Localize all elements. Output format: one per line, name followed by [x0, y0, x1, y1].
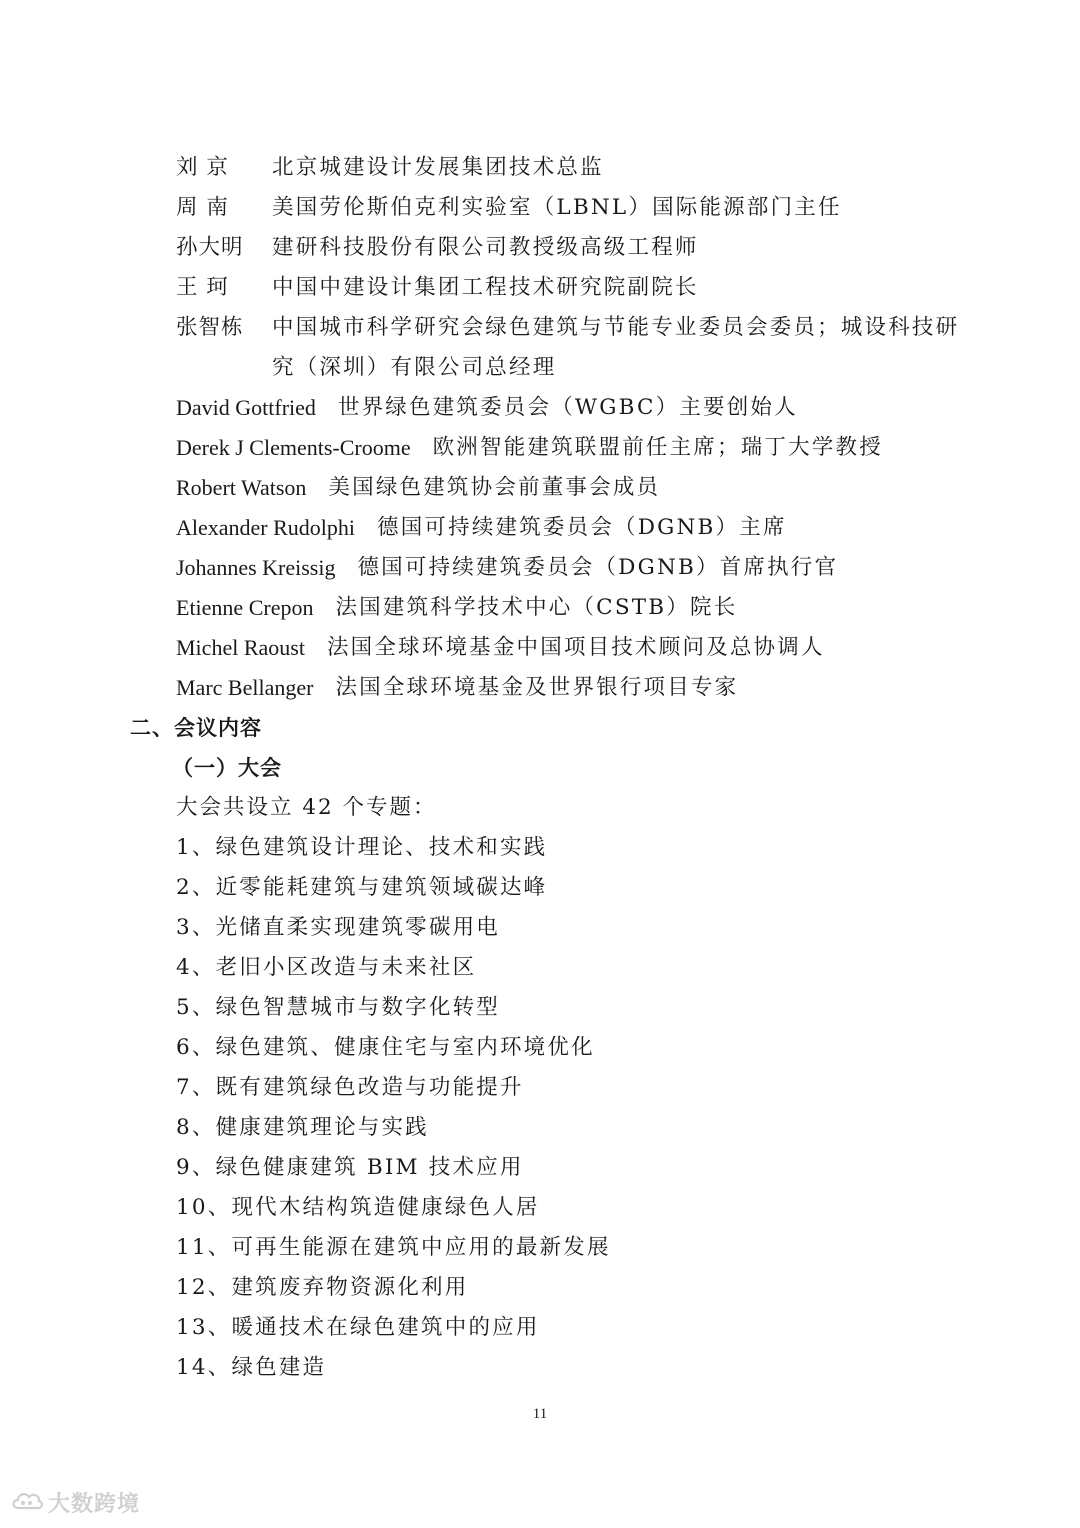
person-row: [176, 588, 966, 628]
cloud-logo-icon: [10, 1488, 44, 1518]
topic-item: 3、光储直柔实现建筑零碳用电: [176, 915, 500, 940]
person-row: [176, 188, 966, 228]
topic-item: 10、现代木结构筑造健康绿色人居: [176, 1195, 540, 1220]
topic-item: 1、绿色建筑设计理论、技术和实践: [176, 835, 548, 860]
person-row: [176, 228, 966, 268]
person-name: 孙大明: [176, 235, 244, 260]
person-name: Johannes Kreissig: [176, 555, 336, 580]
person-row: [176, 428, 966, 468]
topic-item: 7、既有建筑绿色改造与功能提升: [176, 1075, 524, 1100]
person-row: [176, 308, 966, 388]
person-name: Alexander Rudolphi: [176, 515, 356, 540]
topic-item: 14、绿色建造: [176, 1355, 327, 1380]
section-heading: 二、会议内容: [130, 716, 262, 740]
watermark-text: 大数跨境: [48, 1492, 141, 1517]
person-name: Michel Raoust: [176, 635, 305, 660]
person-row: [176, 508, 966, 548]
person-role: 建研科技股份有限公司教授级高级工程师: [272, 235, 699, 260]
person-name: Etienne Crepon: [176, 595, 314, 620]
topic-item: 2、近零能耗建筑与建筑领域碳达峰: [176, 875, 548, 900]
topic-item: 12、建筑废弃物资源化利用: [176, 1275, 469, 1300]
person-row: [176, 268, 966, 308]
topic-item: 13、暖通技术在绿色建筑中的应用: [176, 1315, 540, 1340]
person-role: 德国可持续建筑委员会（DGNB）首席执行官: [357, 555, 839, 580]
person-role: 欧洲智能建筑联盟前任主席；瑞丁大学教授: [432, 435, 883, 460]
person-name: 刘 京: [176, 155, 229, 180]
person-name: 王 珂: [176, 275, 229, 300]
person-row: [176, 548, 966, 588]
topic-item: 9、绿色健康建筑 BIM 技术应用: [176, 1155, 524, 1180]
topics-intro: 大会共设立 42 个专题：: [176, 795, 437, 820]
person-name: Marc Bellanger: [176, 675, 314, 700]
topic-item: 11、可再生能源在建筑中应用的最新发展: [176, 1235, 611, 1260]
person-role: 美国劳伦斯伯克利实验室（LBNL）国际能源部门主任: [272, 195, 842, 220]
person-row: [176, 148, 966, 188]
topics-list: [176, 828, 611, 1388]
watermark: [10, 1487, 140, 1518]
person-role: 美国绿色建筑协会前董事会成员: [328, 475, 661, 500]
person-role: 世界绿色建筑委员会（WGBC）主要创始人: [337, 395, 798, 420]
person-name: 周 南: [176, 195, 229, 220]
page-number: 11: [532, 1406, 548, 1422]
person-name: David Gottfried: [176, 395, 316, 420]
person-row: [176, 628, 966, 668]
person-role: 法国建筑科学技术中心（CSTB）院长: [335, 595, 738, 620]
person-name: Robert Watson: [176, 475, 307, 500]
people-list: [176, 148, 966, 708]
topic-item: 4、老旧小区改造与未来社区: [176, 955, 477, 980]
person-role: 法国全球环境基金中国项目技术顾问及总协调人: [326, 635, 825, 660]
person-row: [176, 668, 966, 708]
topic-item: 5、绿色智慧城市与数字化转型: [176, 995, 500, 1020]
sub-heading: （一）大会: [172, 756, 282, 780]
person-role: 中国城市科学研究会绿色建筑与节能专业委员会委员；城设科技研究（深圳）有限公司总经理: [272, 315, 960, 380]
person-name: Derek J Clements-Croome: [176, 435, 411, 460]
topic-item: 6、绿色建筑、健康住宅与室内环境优化: [176, 1035, 595, 1060]
topic-item: 8、健康建筑理论与实践: [176, 1115, 429, 1140]
person-role: 德国可持续建筑委员会（DGNB）主席: [377, 515, 787, 540]
person-role: 北京城建设计发展集团技术总监: [272, 155, 604, 180]
person-name: 张智栋: [176, 315, 244, 340]
person-row: [176, 468, 966, 508]
person-role: 中国中建设计集团工程技术研究院副院长: [272, 275, 699, 300]
person-role: 法国全球环境基金及世界银行项目专家: [335, 675, 739, 700]
person-row: [176, 388, 966, 428]
